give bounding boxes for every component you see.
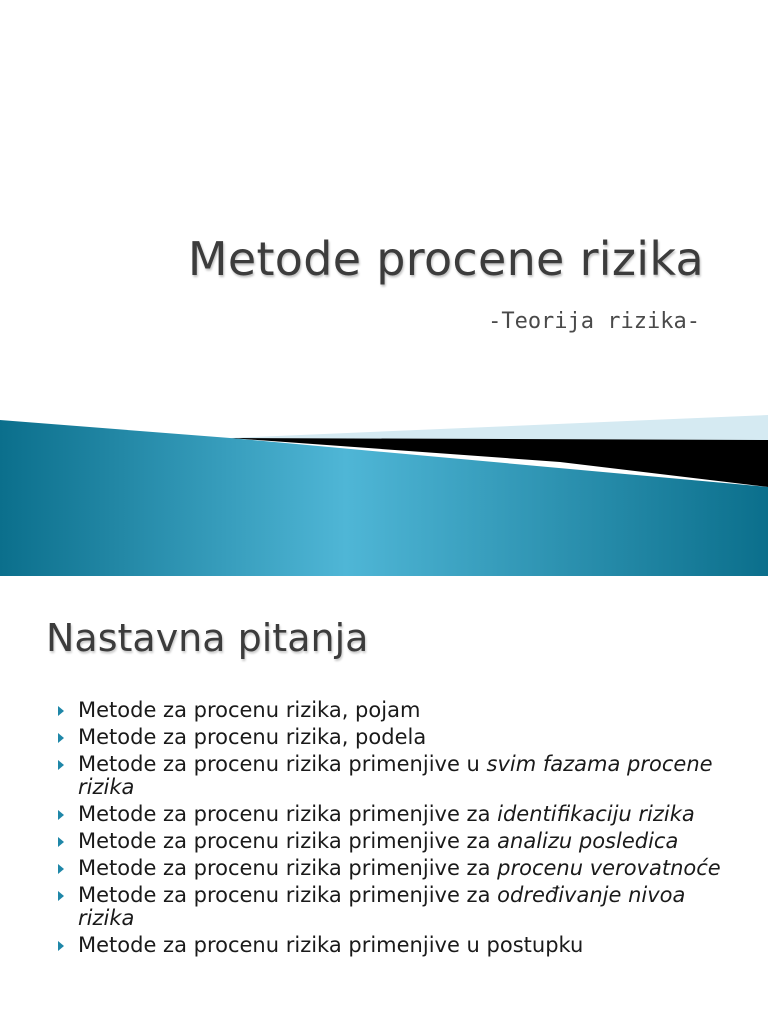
list-item — [58, 857, 738, 880]
list-item — [58, 803, 738, 826]
bullet-text: Metode za procenu rizika primenjive za — [78, 856, 498, 880]
bullet-text: Metode za procenu rizika primenjive za — [78, 829, 498, 853]
list-item — [58, 830, 738, 853]
bullet-text: Metode za procenu rizika primenjive u postupku — [78, 933, 584, 957]
bullet-text: Metode za procenu rizika primenjive za — [78, 802, 498, 826]
list-item — [58, 726, 738, 749]
list-item — [58, 934, 738, 957]
triangle-bullet-icon — [58, 941, 64, 951]
slide-subtitle: -Teorija rizika- — [488, 309, 700, 334]
triangle-bullet-icon — [58, 706, 64, 716]
slide-heading: Nastavna pitanja — [46, 616, 369, 660]
bullet-emphasis: identifikaciju rizika — [497, 802, 695, 826]
bullet-emphasis: određivanje nivoa rizika — [78, 883, 686, 930]
slide-title: Metode procene rizika — [187, 232, 704, 286]
triangle-bullet-icon — [58, 810, 64, 820]
bullet-text: Metode za procenu rizika, pojam — [78, 698, 421, 722]
bullet-emphasis: analizu posledica — [497, 829, 679, 853]
triangle-bullet-icon — [58, 891, 64, 901]
bullet-text: Metode za procenu rizika primenjive za — [78, 883, 498, 907]
bullet-text: Metode za procenu rizika primenjive u — [78, 752, 487, 776]
triangle-bullet-icon — [58, 733, 64, 743]
bullet-text: Metode za procenu rizika, podela — [78, 725, 427, 749]
content-slide — [0, 576, 768, 1024]
list-item — [58, 699, 738, 722]
triangle-bullet-icon — [58, 837, 64, 847]
bullet-emphasis: procenu verovatnoće — [497, 856, 721, 880]
triangle-bullet-icon — [58, 864, 64, 874]
triangle-bullet-icon — [58, 760, 64, 770]
bullet-emphasis: svim fazama procene rizika — [78, 752, 713, 799]
list-item — [58, 753, 738, 799]
list-item — [58, 884, 738, 930]
bullet-list — [58, 699, 738, 961]
